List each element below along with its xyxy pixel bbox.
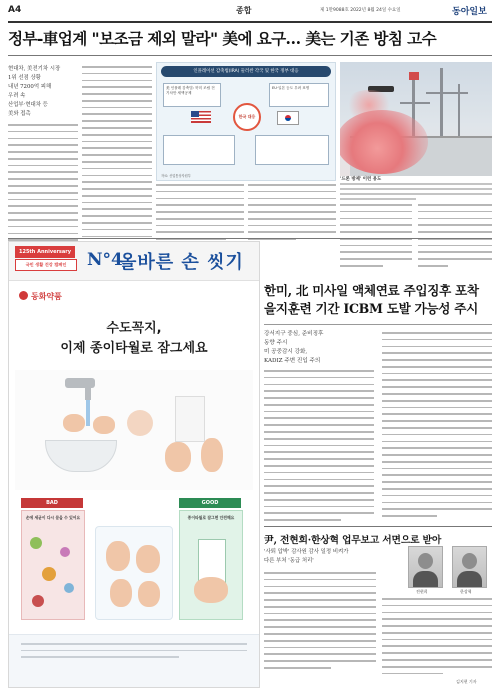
article3-title: 尹, 전현희·한상혁 업무보고 서면으로 받아 xyxy=(264,535,442,546)
article3-subhead xyxy=(264,548,424,566)
hand-icon xyxy=(63,414,85,432)
article2-title-line1: 한미, 北 미사일 액체연료 주입징후 포착 xyxy=(264,283,479,298)
brand-name: 동화약품 xyxy=(31,292,62,301)
infographic-center-label: 한국 대응 xyxy=(233,103,261,131)
main-article-body-col2 xyxy=(82,66,152,249)
article3-byline: 김지현 기자 xyxy=(456,679,477,684)
good-example-text: 종이타월로 잠그면 안전해요 xyxy=(187,515,235,520)
infographic-left-box: 美 인플레 감축법: 북미 조립 전기차만 세액공제 xyxy=(163,83,221,107)
ad-slogan-line2: 이제 종이타월로 잠그세요 xyxy=(60,341,208,356)
infographic-banner: 인플레이션 감축법(IRA) 둘러싼 각국 및 한국 정부 대응 xyxy=(161,66,331,77)
handwashing-advertisement xyxy=(8,241,260,688)
article2-title-line2: 을지훈련 기간 ICBM 도발 가능성 주시 xyxy=(264,301,478,316)
subhead-line: 美와 접촉 xyxy=(8,111,31,117)
article3-rule xyxy=(264,526,492,527)
subhead-line: 1위 선점 상황 xyxy=(8,75,41,81)
subhead-line: '사퇴 압박' 감사원 감사 일정 비켜가 xyxy=(264,549,349,555)
campaign-number: N°4 xyxy=(87,250,123,270)
subhead-line: 미 공중감시 강화, xyxy=(264,349,308,355)
bad-label: BAD xyxy=(21,498,83,508)
article2-body-col1 xyxy=(264,370,374,526)
infographic-bottom-right-box xyxy=(255,135,329,165)
subhead-line: 동향 주시 xyxy=(264,340,288,346)
article2-title xyxy=(264,282,492,318)
article3-body-col1 xyxy=(264,572,376,674)
masthead xyxy=(0,0,500,22)
subhead-line: 다른 부처 '동급 처리' xyxy=(264,558,314,564)
subhead-line: 강서지구 중심, 준비징후 xyxy=(264,331,324,337)
article2-body-col2 xyxy=(382,332,492,522)
ira-infographic xyxy=(156,62,336,181)
section-rule xyxy=(8,238,492,239)
handwashing-steps xyxy=(95,526,173,620)
brand-logo xyxy=(19,291,62,302)
section-title: 종합 xyxy=(236,6,252,15)
good-label: GOOD xyxy=(179,498,241,508)
newspaper-name: 동아일보 xyxy=(452,7,487,17)
main-article-body-col3 xyxy=(156,184,244,245)
good-example-panel xyxy=(179,510,243,620)
subhead-line: 현대차, 美전기차 시장 xyxy=(8,66,61,72)
ad-slogan-line1: 수도꼭지, xyxy=(106,321,162,336)
subhead-line: 산업부·현대차 등 xyxy=(8,102,48,108)
main-headline: 정부-車업계 "보조금 제외 말라" 美에 요구… 美는 기존 방침 고수 xyxy=(8,29,437,48)
brand-mark-icon xyxy=(19,291,28,300)
main-article-body-col1 xyxy=(8,124,78,260)
paper-towel-icon xyxy=(175,396,205,442)
subhead-line: 우려 속 xyxy=(8,93,26,99)
campaign-title: 올바른 손 씻기 xyxy=(119,252,244,273)
handwashing-illustration xyxy=(15,370,253,490)
article3-body-col2 xyxy=(382,598,492,679)
page-number: A4 xyxy=(8,5,22,15)
us-flag-icon xyxy=(191,111,211,123)
main-subhead xyxy=(8,65,66,119)
person-photo xyxy=(452,546,487,588)
ad-footer xyxy=(9,634,259,688)
anniversary-badge: 125th Anniversary xyxy=(15,246,75,258)
ship-drone-photo xyxy=(340,62,492,176)
infographic-bottom-left-box xyxy=(163,135,235,165)
article2-subhead xyxy=(264,330,380,366)
flag-icon xyxy=(409,72,419,80)
photo-caption-title: '드론 방제' 이런 용도 xyxy=(340,177,382,182)
infographic-right-box: EU·일본 등도 우려 표명 xyxy=(269,83,329,107)
article2-rule xyxy=(264,324,492,325)
subhead-line: 내년 7200억 피해 xyxy=(8,84,52,90)
person1-name: 전현희 xyxy=(416,589,428,594)
korea-flag-icon xyxy=(277,111,299,125)
issue-date: 제 1만9088호 2022년 8월 24일 수요일 xyxy=(320,8,401,13)
infographic-source: 자료: 산업통상자원부 xyxy=(161,174,191,178)
subhead-line: KADIZ 주변 진입 주의 xyxy=(264,358,321,364)
germ-icon xyxy=(30,537,42,549)
bad-example-text: 손에 세균이 다시 묻을 수 있어요 xyxy=(25,515,81,520)
person-photo xyxy=(408,546,443,588)
bad-example-panel xyxy=(21,510,85,620)
campaign-label: 국민 생활 건강 캠페인 xyxy=(15,259,77,271)
person2-name: 한상혁 xyxy=(460,589,472,594)
headline-rule xyxy=(8,55,492,56)
main-article-body-col4 xyxy=(248,184,336,245)
photo-caption xyxy=(340,177,492,203)
masthead-rule xyxy=(8,21,492,23)
